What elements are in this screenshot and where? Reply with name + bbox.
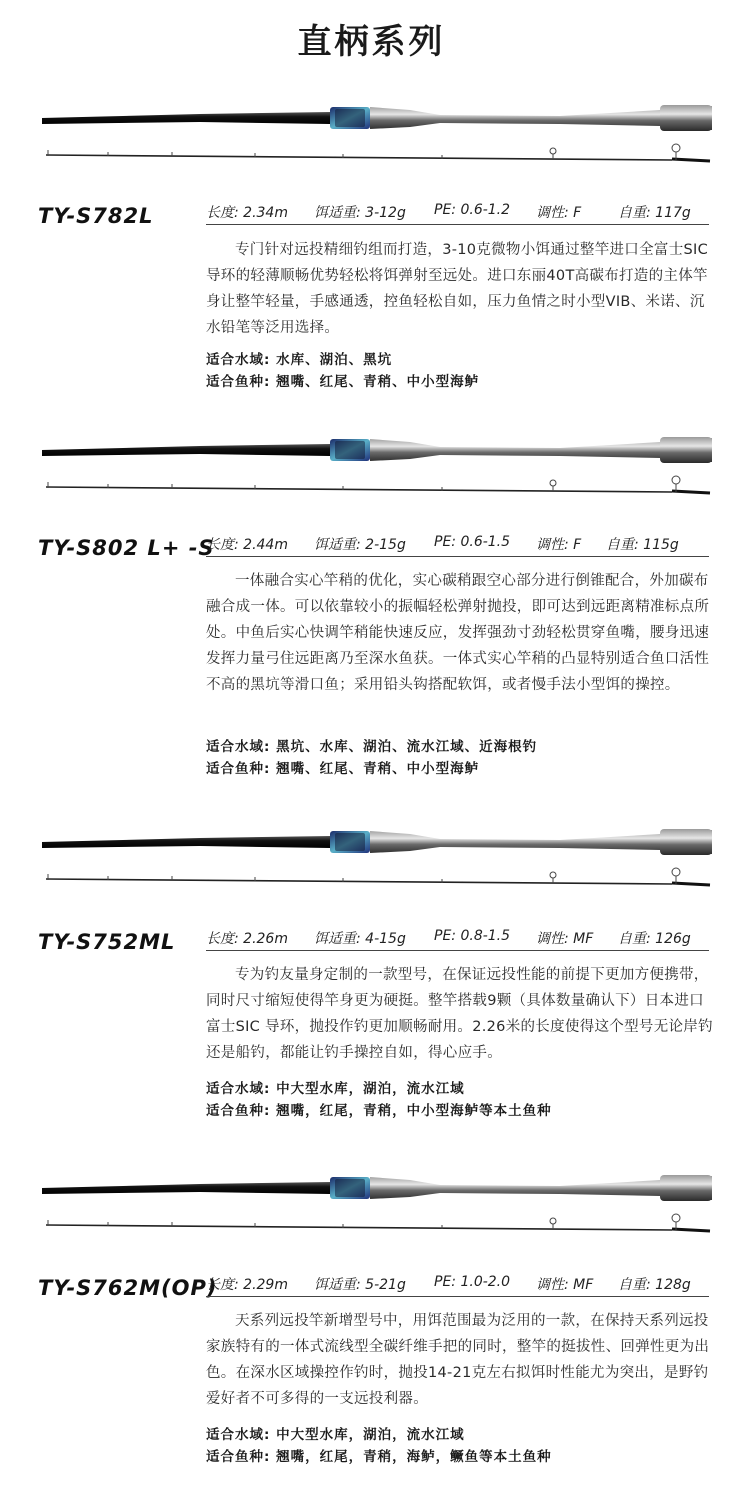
rod-image [0, 1166, 743, 1246]
spec-length: 长度: 2.29m [206, 1277, 288, 1293]
suitable-waters: 适合水域: 中大型水库，湖泊，流水江域 [206, 1427, 465, 1443]
fishing-rod-graphic [0, 96, 743, 176]
product-description: 一体融合实心竿稍的优化，实心碳稍跟空心部分进行倒锥配合，外加碳布融合成一体。可以依靠较小的振幅轻松弹射抛投，即可达到远距离精准标点所处。中鱼后实心快调竿稍能快速反应，发挥强劲寸劲轻松贯穿鱼嘴，腰身迅速发挥力量弓住远距离乃至深水鱼获。一体式实心竿稍的凸显特别适合鱼口活性不高的黑坑等滑口鱼；采用铅头钩搭配软饵，或者慢手法小型饵的操控。 [206, 573, 710, 693]
spec-pe: PE: 0.6-1.2 [434, 202, 511, 218]
suitable-waters: 适合水域: 水库、湖泊、黑坑 [206, 352, 393, 368]
product-specs [206, 202, 709, 225]
spec-weight: 自重: 117g [618, 205, 691, 221]
suitable-fish: 适合鱼种: 翘嘴、红尾、青稍、中小型海鲈 [206, 374, 480, 390]
page-title: 直柄系列 [297, 22, 446, 62]
rod-image [0, 820, 743, 900]
spec-weight: 自重: 128g [618, 1277, 691, 1293]
product-model: TY-S782L [38, 204, 154, 228]
product-model: TY-S762M(OP) [38, 1276, 218, 1300]
suitable-fish: 适合鱼种: 翘嘴、红尾、青稍、中小型海鲈 [206, 761, 480, 777]
product-specs [206, 928, 709, 951]
suitable-waters: 适合水域: 黑坑、水库、湖泊、流水江域、近海根钓 [206, 739, 538, 755]
fishing-rod-graphic [0, 428, 743, 508]
spec-action: 调性: MF [536, 1277, 594, 1293]
product-model: TY-S802 L+ -S [38, 536, 215, 560]
spec-lure-weight: 饵适重: 4-15g [314, 931, 406, 947]
rod-image [0, 428, 743, 508]
suitable-fish: 适合鱼种: 翘嘴，红尾，青稍，中小型海鲈等本土鱼种 [206, 1103, 552, 1119]
spec-action: 调性: MF [536, 931, 594, 947]
spec-weight: 自重: 115g [606, 537, 679, 553]
product-specs [206, 534, 709, 557]
suitable-fish: 适合鱼种: 翘嘴，红尾，青稍，海鲈，鳜鱼等本土鱼种 [206, 1449, 552, 1465]
product-description: 专为钓友量身定制的一款型号，在保证远投性能的前提下更加方便携带，同时尺寸缩短使得竿身更为硬挺。整竿搭载9颗（具体数量确认下）日本进口富士SIC 导环，抛投作钓更加顺畅耐用。2.26米的长度使得这个型号无论岸钓还是船钓，都能让钓手操控自如，得心应手。 [206, 967, 713, 1061]
spec-length: 长度: 2.26m [206, 931, 288, 947]
fishing-rod-graphic [0, 1166, 743, 1246]
fishing-rod-graphic [0, 820, 743, 900]
spec-length: 长度: 2.34m [206, 205, 288, 221]
spec-pe: PE: 1.0-2.0 [434, 1274, 511, 1290]
product-description: 天系列远投竿新增型号中，用饵范围最为泛用的一款，在保持天系列远投家族特有的一体式流线型全碳纤维手把的同时，整竿的挺拔性、回弹性更为出色。在深水区域操控作钓时，抛投14-21克左右拟饵时性能尤为突出，是野钓爱好者不可多得的一支远投利器。 [206, 1313, 710, 1407]
spec-action: 调性: F [536, 205, 582, 221]
spec-pe: PE: 0.6-1.5 [434, 534, 511, 550]
suitable-waters: 适合水域: 中大型水库，湖泊，流水江域 [206, 1081, 465, 1097]
spec-lure-weight: 饵适重: 3-12g [314, 205, 406, 221]
product-model: TY-S752ML [38, 930, 176, 954]
spec-length: 长度: 2.44m [206, 537, 288, 553]
spec-lure-weight: 饵适重: 2-15g [314, 537, 406, 553]
spec-action: 调性: F [536, 537, 582, 553]
rod-image [0, 96, 743, 176]
product-description: 专门针对远投精细钓组而打造，3-10克微物小饵通过整竿进口全富士SIC导环的轻薄顺畅优势轻松将饵弹射至远处。进口东丽40T高碳布打造的主体竿身让整竿轻量，手感通透，控鱼轻松自如，压力鱼情之时小型VIB、米诺、沉水铅笔等泛用选择。 [206, 242, 709, 336]
spec-pe: PE: 0.8-1.5 [434, 928, 511, 944]
product-specs [206, 1274, 709, 1297]
spec-weight: 自重: 126g [618, 931, 691, 947]
spec-lure-weight: 饵适重: 5-21g [314, 1277, 406, 1293]
